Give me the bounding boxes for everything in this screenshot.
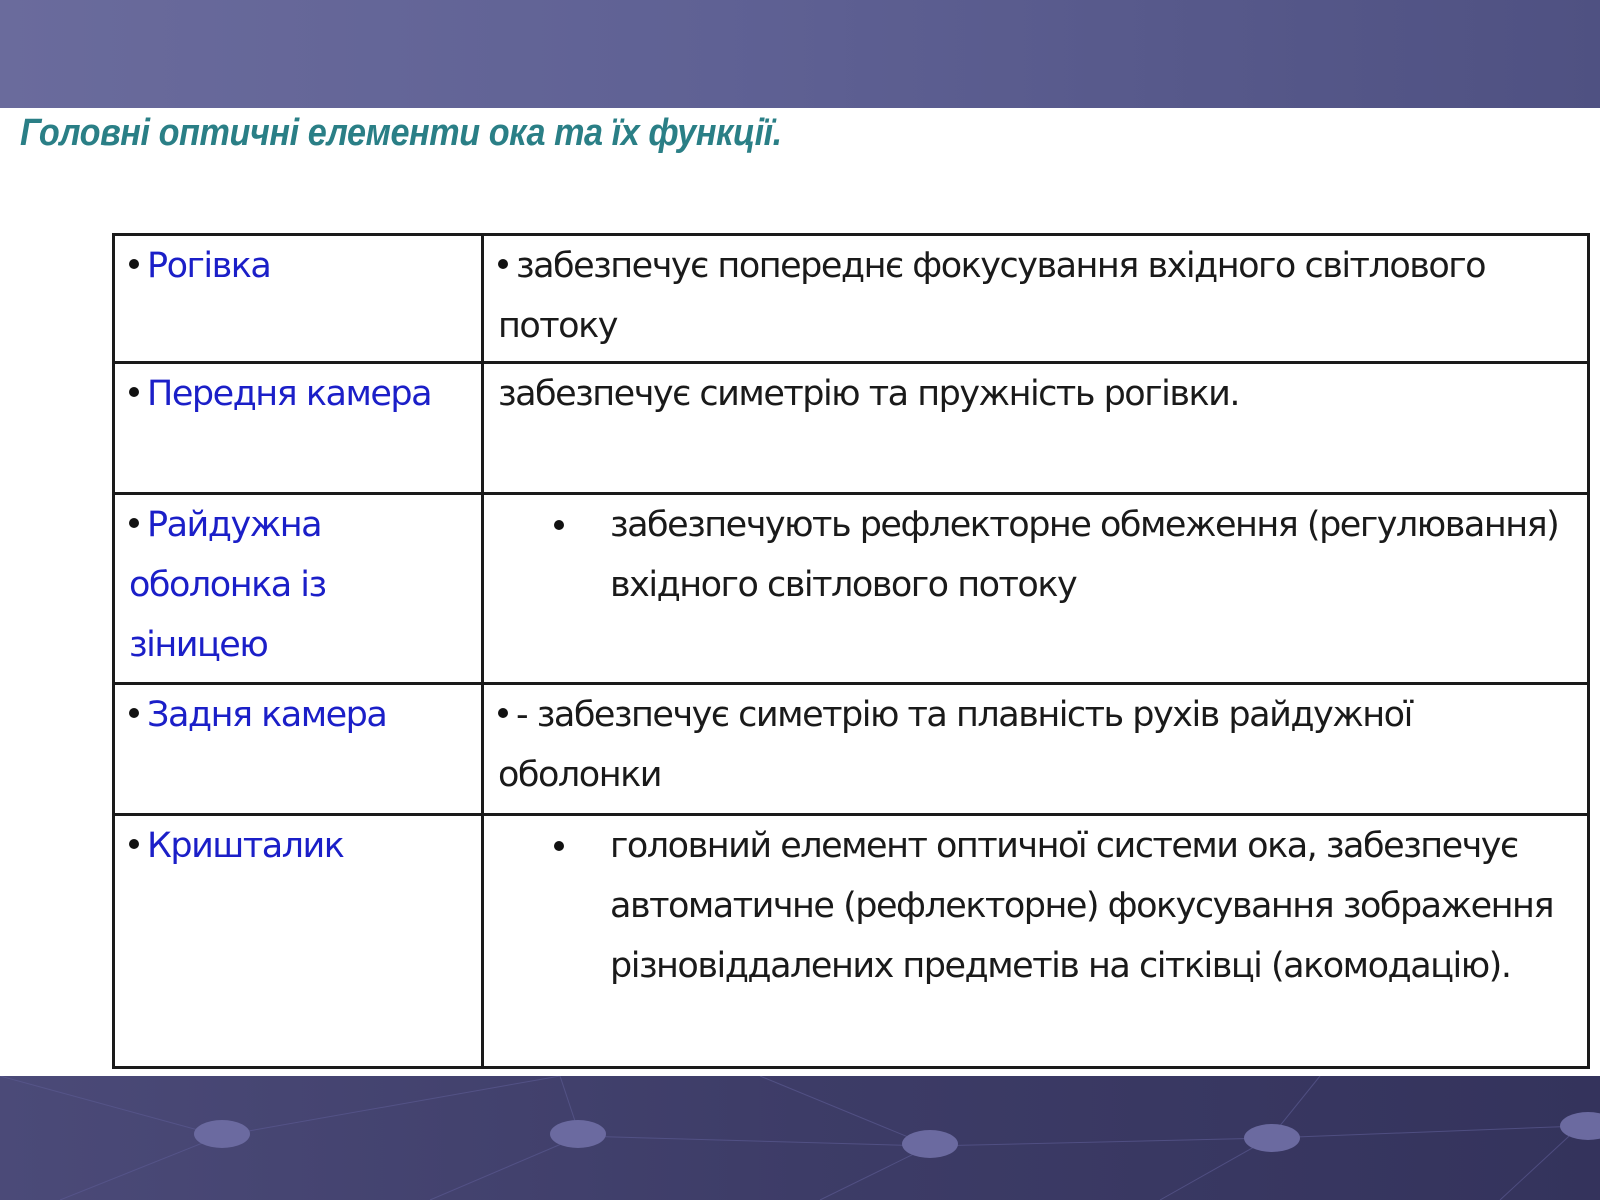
description-text: забезпечують рефлекторне обмеження (регулювання) вхідного світлового потоку xyxy=(610,505,1559,605)
bullet-icon xyxy=(554,520,564,530)
description-cell xyxy=(483,494,1589,684)
description-text: забезпечує симетрію та пружність рогівки. xyxy=(498,374,1239,414)
indented-bullet xyxy=(498,816,1573,996)
table-row xyxy=(114,235,1589,363)
description-text: - забезпечує симетрію та плавність рухів райдужної оболонки xyxy=(498,695,1412,795)
bullet-icon xyxy=(129,839,139,849)
eye-elements-table xyxy=(112,233,1590,1069)
description-cell xyxy=(483,815,1589,1068)
table-row xyxy=(114,363,1589,494)
term-cell xyxy=(114,684,483,815)
term-label: Задня камера xyxy=(147,695,387,735)
bullet-icon xyxy=(498,259,508,269)
description-cell xyxy=(483,235,1589,363)
term-label: Кришталик xyxy=(147,826,344,866)
term-cell xyxy=(114,494,483,684)
bullet-icon xyxy=(554,841,564,851)
table-row xyxy=(114,684,1589,815)
term-label: Рогівка xyxy=(147,246,271,286)
table-row xyxy=(114,815,1589,1068)
bullet-icon xyxy=(129,518,139,528)
term-cell xyxy=(114,363,483,494)
table-row xyxy=(114,494,1589,684)
term-label: Райдужна оболонка із зіницею xyxy=(129,505,326,665)
top-banner xyxy=(0,0,1600,108)
bullet-icon xyxy=(129,259,139,269)
term-cell xyxy=(114,815,483,1068)
bottom-banner xyxy=(0,1076,1600,1200)
description-text: головний елемент оптичної системи ока, забезпечує автоматичне (рефлекторне) фокусування зображення різновіддалених предметів на сітківці (акомодацію). xyxy=(610,826,1553,986)
bullet-icon xyxy=(498,708,508,718)
decorative-pattern xyxy=(0,1076,1600,1200)
term-label: Передня камера xyxy=(147,374,432,414)
description-text: забезпечує попереднє фокусування вхідного світлового потоку xyxy=(498,246,1486,346)
slide-title: Головні оптичні елементи ока та їх функції. xyxy=(20,112,782,154)
description-cell xyxy=(483,363,1589,494)
bullet-icon xyxy=(129,708,139,718)
description-cell xyxy=(483,684,1589,815)
term-cell xyxy=(114,235,483,363)
indented-bullet xyxy=(498,495,1573,615)
bullet-icon xyxy=(129,387,139,397)
